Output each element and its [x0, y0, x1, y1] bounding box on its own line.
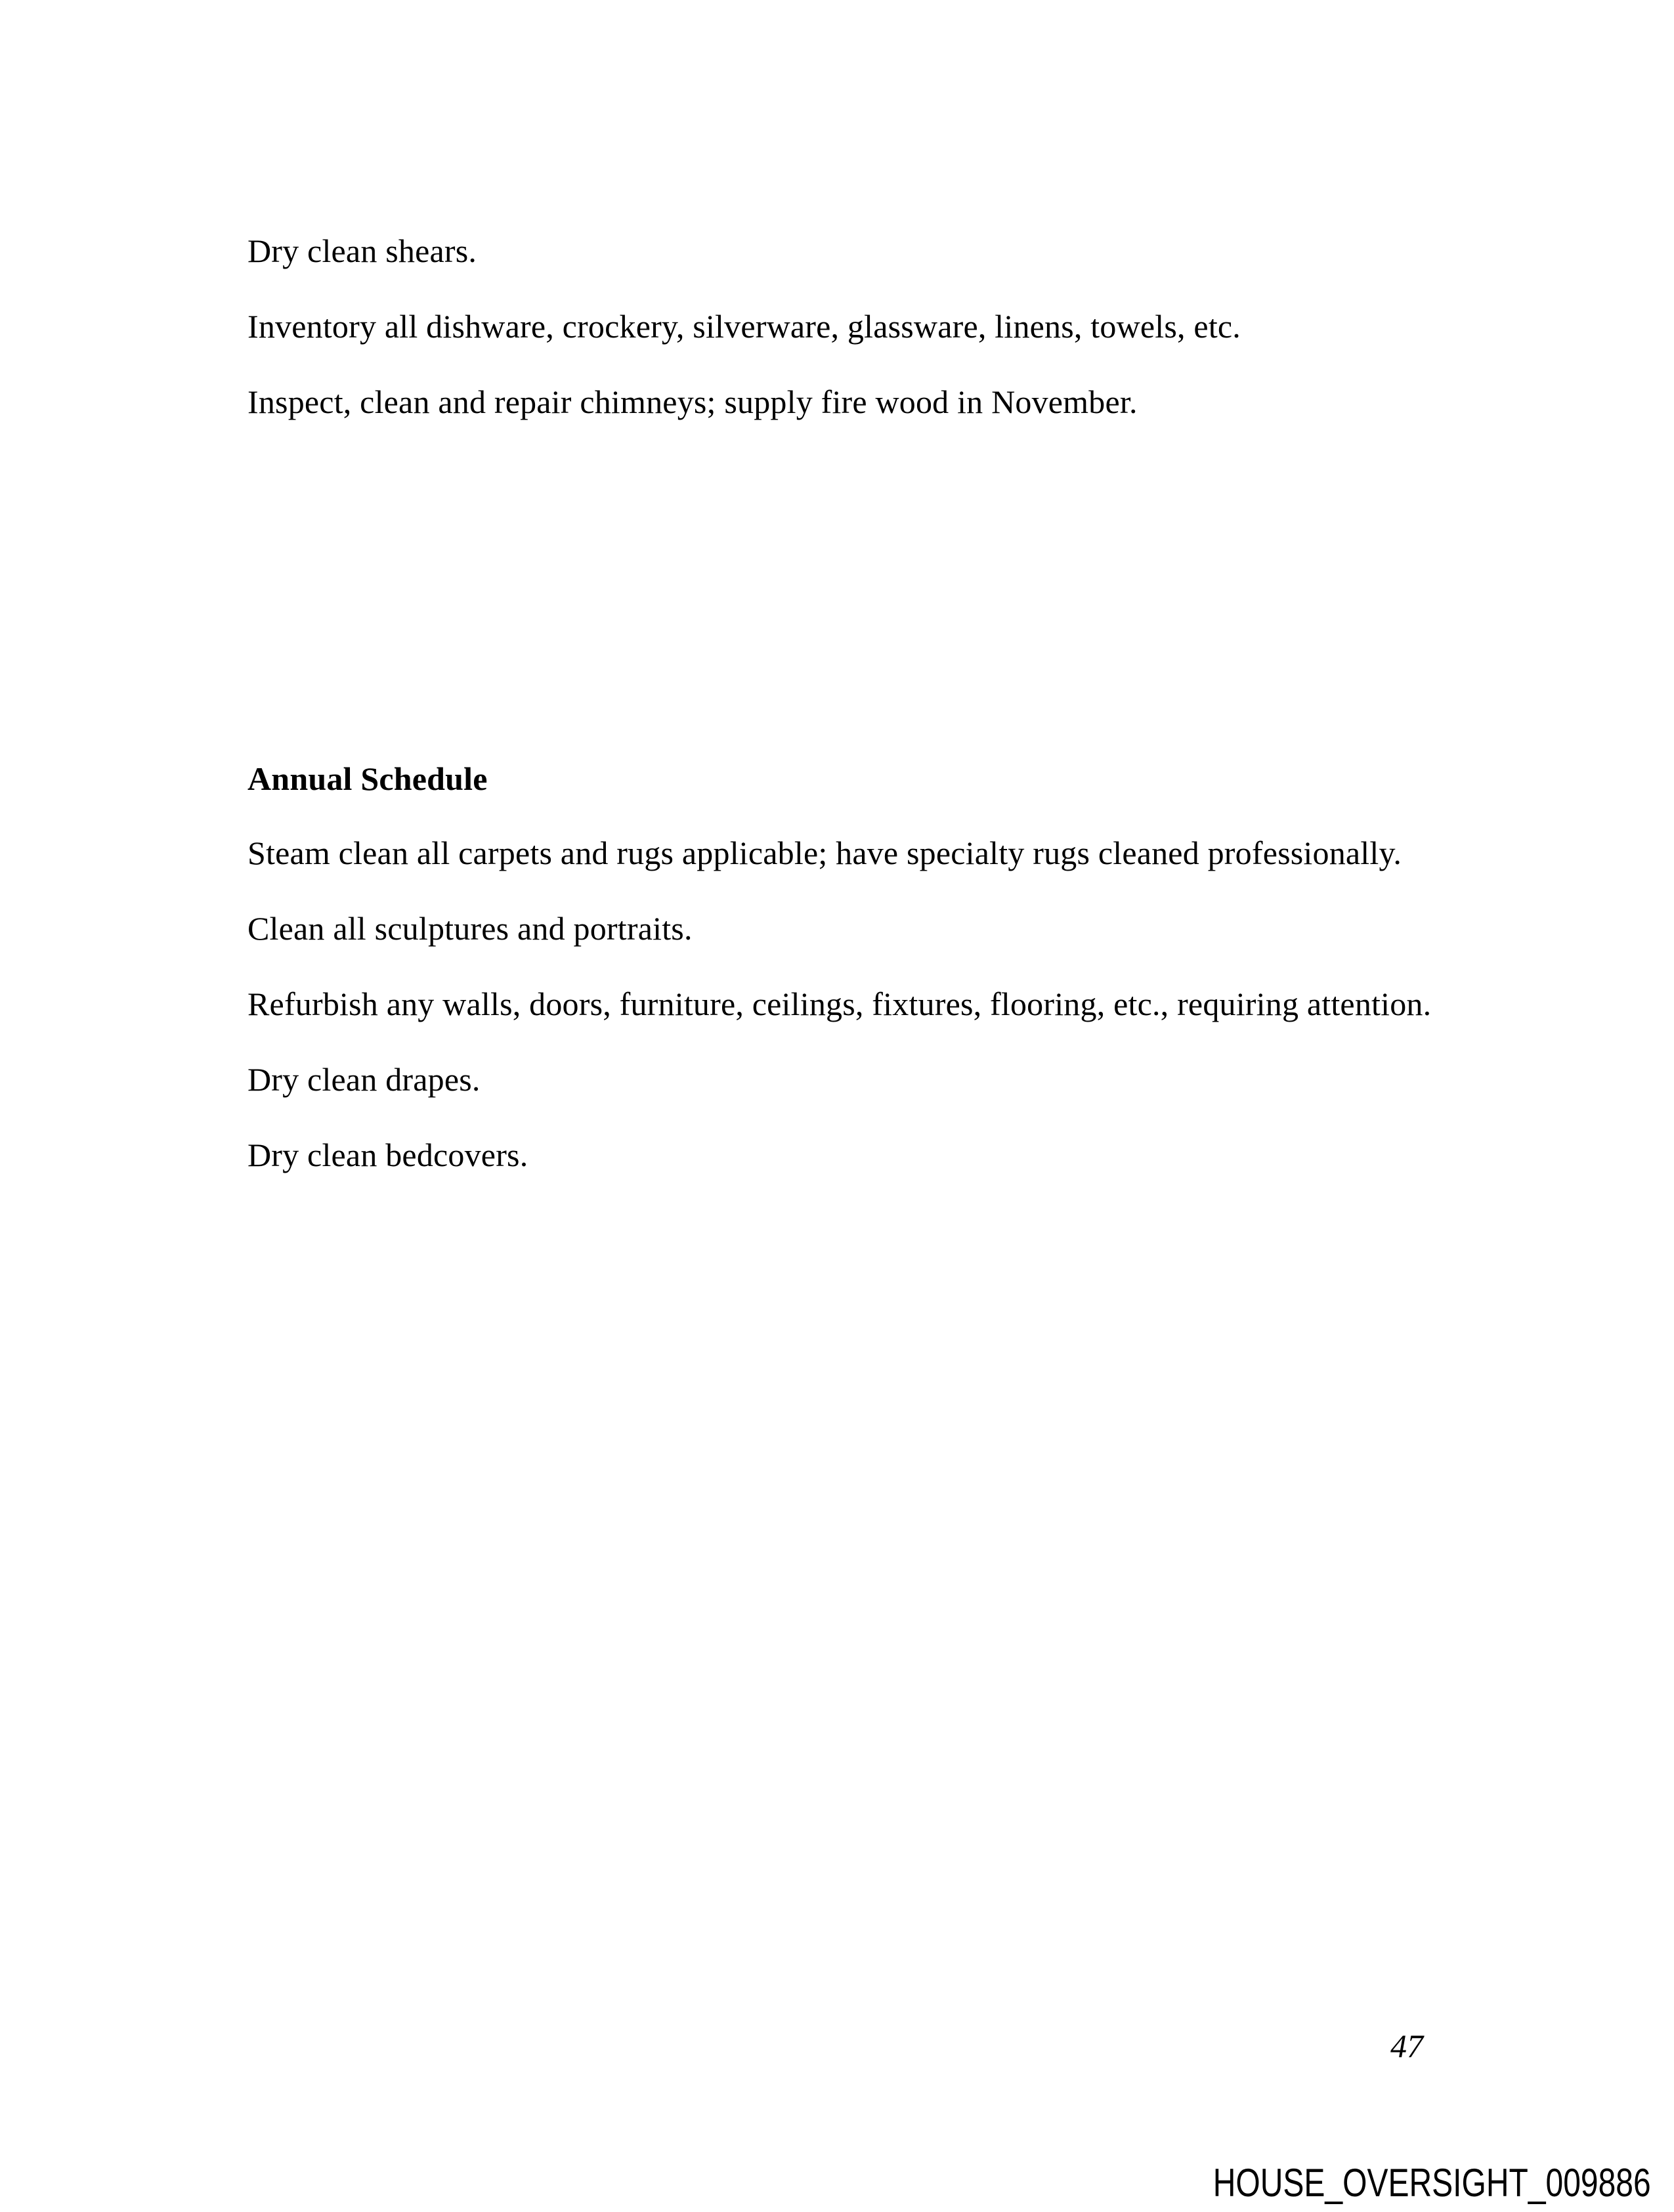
paragraph-line: Dry clean bedcovers.: [247, 1137, 528, 1173]
page-number: 47: [1390, 2028, 1423, 2064]
paragraph-line: Steam clean all carpets and rugs applicable; have specialty rugs cleaned professionally.: [247, 835, 1402, 871]
paragraph-line: Refurbish any walls, doors, furniture, ceilings, fixtures, flooring, etc., requiring attention.: [247, 986, 1432, 1022]
paragraph-line: Dry clean shears.: [247, 232, 477, 269]
paragraph-line: Dry clean drapes.: [247, 1061, 481, 1098]
section-heading: Annual Schedule: [247, 760, 488, 797]
paragraph-line: Clean all sculptures and portraits.: [247, 910, 693, 947]
paragraph-line: Inspect, clean and repair chimneys; supply fire wood in November.: [247, 383, 1138, 420]
paragraph-line: Inventory all dishware, crockery, silverware, glassware, linens, towels, etc.: [247, 308, 1241, 345]
bates-stamp: HOUSE_OVERSIGHT_009886: [1213, 2161, 1651, 2205]
